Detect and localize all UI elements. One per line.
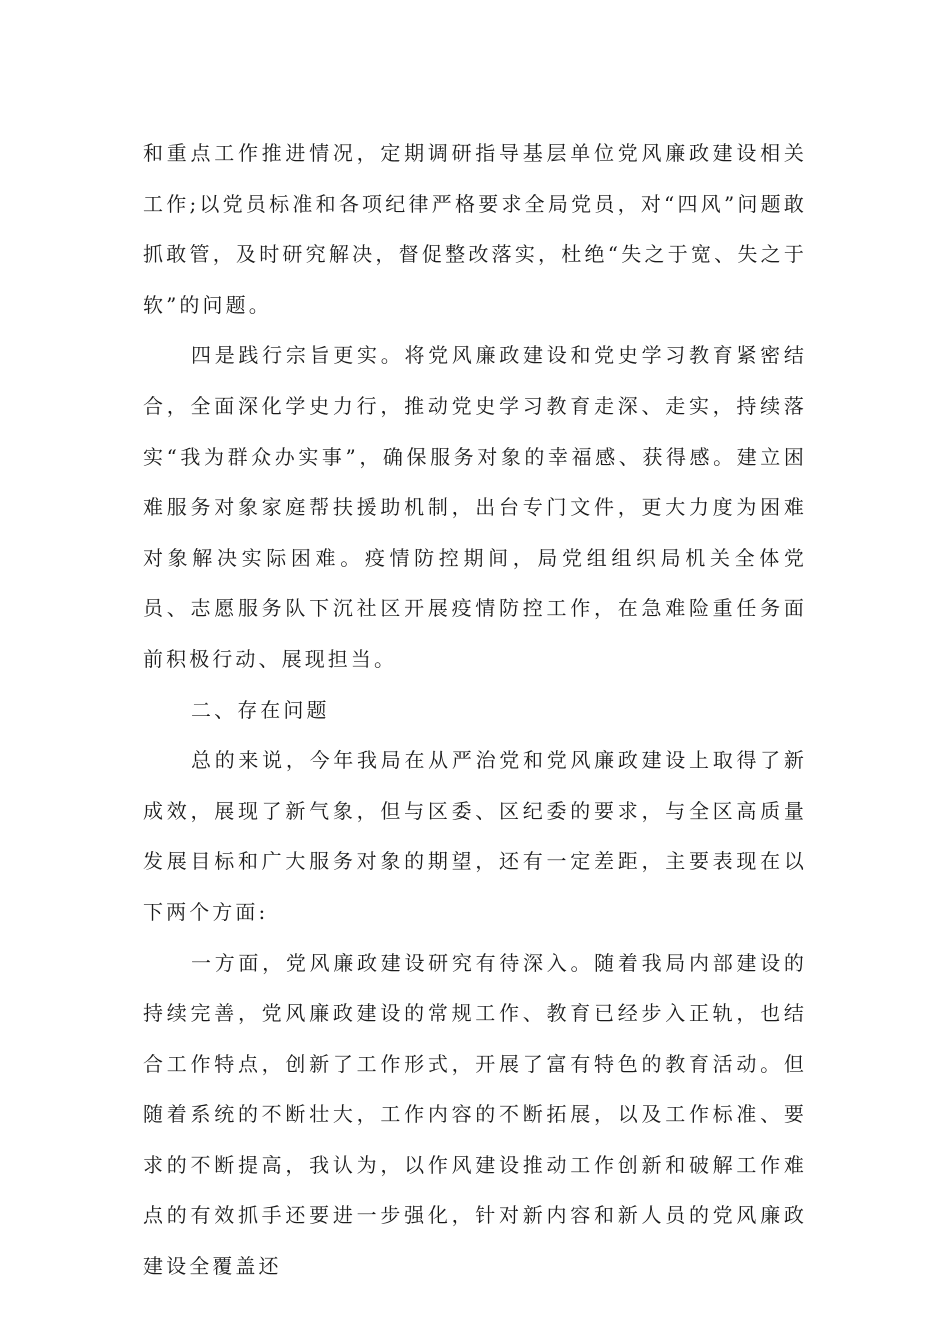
paragraph-first-aspect: 一方面，党风廉政建设研究有待深入。随着我局内部建设的持续完善，党风廉政建设的常规工作、教育已经步入正轨，也结合工作特点，创新了工作形式，开展了富有特色的教育活动。但随着系统的不断壮大，工作内容的不断拓展，以及工作标准、要求的不断提高，我认为，以作风建设推动工作创新和破解工作难点的有效抓手还要进一步强化，针对新内容和新人员的党风廉政建设全覆盖还: [143, 950, 807, 1279]
section-heading-problems: 二、存在问题: [191, 697, 330, 722]
paragraph-continuation: 和重点工作推进情况，定期调研指导基层单位党风廉政建设相关工作;以党员标准和各项纪律严格要求全局党员，对“四风”问题敢抓敢管，及时研究解决，督促整改落实，杜绝“失之于宽、失之于软”的问题。: [143, 141, 807, 317]
paragraph-summary: 总的来说，今年我局在从严治党和党风廉政建设上取得了新成效，展现了新气象，但与区委、区纪委的要求，与全区高质量发展目标和广大服务对象的期望，还有一定差距，主要表现在以下两个方面:: [143, 748, 807, 924]
paragraph-section-four: 四是践行宗旨更实。将党风廉政建设和党史学习教育紧密结合，全面深化学史力行，推动党史学习教育走深、走实，持续落实“我为群众办实事”，确保服务对象的幸福感、获得感。建立困难服务对象家庭帮扶援助机制，出台专门文件，更大力度为困难对象解决实际困难。疫情防控期间，局党组组织局机关全体党员、志愿服务队下沉社区开展疫情防控工作，在急难险重任务面前积极行动、展现担当。: [143, 343, 807, 671]
